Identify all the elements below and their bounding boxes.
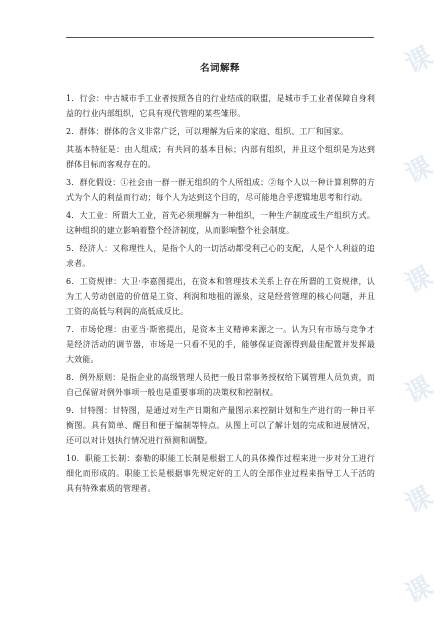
watermark-glyph: 课: [400, 41, 438, 81]
paragraph-economic-man: 5．经济人：又称理性人，是指个人的一切活动都受利己心的支配，人是个人利益的追求者。: [66, 244, 375, 268]
paragraph-big-industry: 4．大工业：所谓大工业，首先必须理解为一种组织，一种生产制度或生产组织方式。这种组织的建立影响着整个经济制度，从而影响整个社会制度。: [66, 211, 375, 235]
watermark-strip: [394, 0, 436, 620]
watermark-glyph: 课: [400, 481, 438, 521]
paragraph-mob-hypothesis: 3．群化假设：①社会由一群一群无组织的个人所组成；②每个人以一种计算利弊的方式为个人的利益而行动；每个人为达到这个目的，尽可能地合乎逻辑地思考和行动。: [66, 178, 375, 202]
paragraph-group: 2．群体：群体的含义非常广泛，可以理解为后来的家庭、组织、工厂和国家。: [66, 127, 349, 136]
paragraph-group-features: 其基本特征是：由人组成；有共同的基本目标；内部有组织，并且这个组织是为达到群体目标而客观存在的。: [66, 145, 375, 169]
document-body: [66, 91, 375, 499]
paragraph-gantt-chart: 9．甘特图：甘特图，是通过对生产日期和产量图示来控制计划和生产进行的一种日平衡图。具有简单、醒目和便于编制等特点。从图上可以了解计划的完成和进展情况，还可以对计划执行情况进行预测和调整。: [66, 406, 375, 445]
watermark-glyph: 课: [400, 261, 438, 301]
watermark-glyph: 课: [400, 151, 438, 191]
paragraph-wage-law: 6．工资规律：大卫·李嘉图提出，在资本和管理技术关系上存在所谓的工资规律，认为工人劳动创造的价值是工资、利润和地租的源泉，这是经营管理的核心问题，并且工资的高低与利润的高低成反比。: [66, 277, 375, 316]
paragraph-market-ethics: 7．市场伦理：由亚当·斯密提出，是资本主义精神来源之一。认为只有市场与竞争才是经济活动的调节器，市场是一只看不见的手，能够保证资源得到最佳配置并发挥最大效能。: [66, 325, 375, 364]
paragraph-exception-principle: 8．例外原则：是指企业的高级管理人员把一般日常事务授权给下属管理人员负责，而自己保留对例外事项一般也是重要事项的决策权和控制权。: [66, 373, 375, 397]
watermark-glyph: 课: [400, 371, 438, 411]
paragraph-functional-foreman: 10．职能工长制：泰勒的职能工长制是根据工人的具体操作过程来进一步对分工进行细化而形成的。职能工长是根据事先规定好的工人的全部作业过程来指导工人干活的具有特殊素质的管理者。: [66, 454, 375, 493]
paragraph-guild: 1．行会：中古城市手工业者按照各自的行业结成的联盟，是城市手工业者保障自身利益的行业内部组织，它具有现代管理的某些雏形。: [66, 94, 375, 118]
header-rule: [66, 37, 374, 38]
watermark-glyph: 课: [400, 571, 438, 611]
page-title: 名词解释: [199, 63, 240, 74]
